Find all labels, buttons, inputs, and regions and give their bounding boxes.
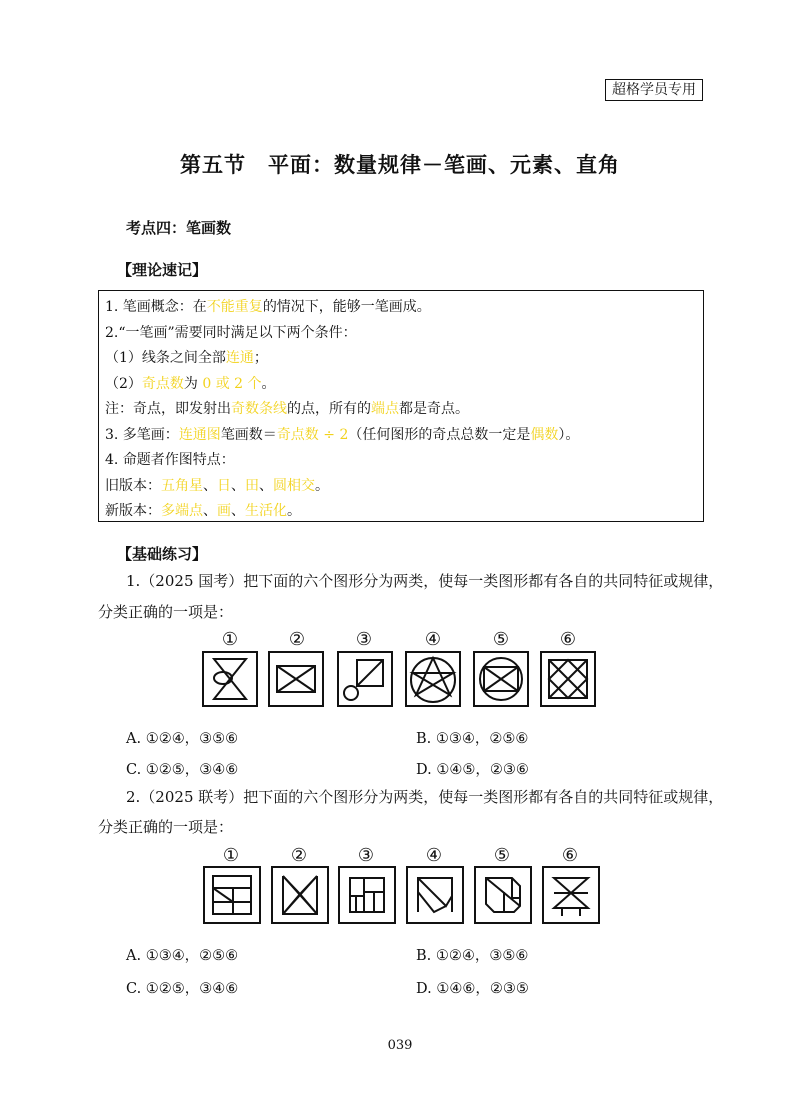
q1-figure-5 (473, 651, 529, 707)
theory-text: （1）线条之间全部 (105, 350, 226, 366)
theory-text: 旧版本： (105, 477, 161, 494)
theory-text: ）。 (558, 426, 580, 443)
theory-text: 4. 命题者作图特点： (105, 452, 235, 468)
highlight-text: 不能重复 (206, 299, 263, 315)
q2-figure-3 (338, 866, 396, 924)
theory-text: 都是奇点。 (399, 401, 469, 417)
q2-option-d[interactable]: D. ①④⑥，②③⑤ (416, 981, 529, 997)
q1-option-d[interactable]: D. ①④⑤，②③⑥ (416, 762, 529, 778)
q1-figure-6 (540, 651, 596, 707)
theory-line-9 (105, 499, 697, 525)
theory-text: 注：奇点，即发射出 (105, 401, 231, 417)
page-number: 039 (387, 1038, 413, 1053)
highlight-text: 奇数条线 (231, 401, 287, 417)
q2-option-c[interactable]: C. ①②⑤，③④⑥ (126, 981, 239, 997)
q1-label-3: ③ (355, 629, 373, 650)
q1-option-b[interactable]: B. ①③④，②⑤⑥ (416, 731, 529, 747)
q1-figure-1 (202, 651, 258, 707)
q2-figure-4 (406, 866, 464, 924)
highlight-text: 连通 (225, 350, 254, 366)
theory-heading: 【理论速记】 (117, 261, 208, 279)
theory-text: 、 (231, 477, 245, 494)
theory-line-5 (105, 397, 697, 423)
q1-label-2: ② (288, 629, 306, 650)
theory-text: （2） (105, 375, 142, 392)
q2-label-1: ① (222, 845, 240, 866)
theory-text: 的点，所有的 (287, 401, 371, 417)
section-title: 第五节 平面：数量规律－笔画、元素、直角 (180, 152, 620, 177)
theory-line-7 (105, 448, 697, 474)
highlight-text: 多端点 (161, 503, 203, 519)
highlight-text: 端点 (371, 401, 399, 417)
question-2-stem-cont: 分类正确的一项是： (98, 818, 234, 836)
theory-line-1 (105, 295, 697, 321)
theory-box (98, 290, 704, 522)
topic-heading: 考点四：笔画数 (126, 219, 232, 237)
theory-text: 、 (203, 477, 217, 494)
theory-text: 3. 多笔画： (105, 426, 179, 443)
highlight-text: 生活化 (245, 503, 287, 519)
theory-text: 2.“一笔画”需要同时满足以下两个条件： (105, 324, 357, 341)
q2-label-6: ⑥ (561, 845, 579, 866)
q1-option-c[interactable]: C. ①②⑤，③④⑥ (126, 762, 239, 778)
theory-text: 的情况下，能够一笔画成。 (262, 299, 431, 315)
highlight-text: 日 (217, 477, 231, 494)
highlight-text: 五角星 (161, 477, 203, 494)
q1-figure-2 (268, 651, 324, 707)
theory-text: 新版本： (105, 503, 161, 519)
theory-line-8 (105, 474, 697, 500)
theory-text: 。 (315, 477, 329, 494)
q1-label-1: ① (221, 629, 239, 650)
q2-label-2: ② (290, 845, 308, 866)
q1-figure-3 (337, 651, 393, 707)
q1-label-5: ⑤ (492, 629, 510, 650)
highlight-text: 田 (245, 477, 259, 494)
theory-text: 、 (203, 503, 217, 519)
theory-text: 笔画数＝ (220, 426, 277, 443)
theory-text: 。 (261, 375, 276, 392)
q2-figure-1 (203, 866, 261, 924)
theory-text: 。 (287, 503, 301, 519)
q2-label-4: ④ (425, 845, 443, 866)
theory-text: 1. 笔画概念：在 (105, 299, 207, 315)
q2-figure-2 (271, 866, 329, 924)
theory-text: 为 (183, 375, 203, 392)
highlight-text: 奇点数 ÷ 2 (276, 426, 349, 443)
theory-text: ； (253, 350, 268, 366)
theory-line-3 (105, 346, 697, 372)
exclusive-badge: 超格学员专用 (605, 79, 703, 101)
q1-label-4: ④ (424, 629, 442, 650)
q1-label-6: ⑥ (559, 629, 577, 650)
q2-option-b[interactable]: B. ①②④，③⑤⑥ (416, 948, 529, 964)
question-1-stem-cont: 分类正确的一项是： (98, 603, 234, 621)
theory-line-2 (105, 321, 697, 347)
q2-label-5: ⑤ (493, 845, 511, 866)
question-2-stem: 2.（2025 联考）把下面的六个图形分为两类，使每一类图形都有各自的共同特征或规律， (126, 788, 724, 806)
theory-line-4 (105, 372, 697, 398)
highlight-text: 连通图 (178, 426, 221, 443)
highlight-text: 奇点数 (141, 375, 184, 392)
highlight-text: 0 或 2 个 (202, 375, 262, 392)
theory-text: 、 (231, 503, 245, 519)
highlight-text: 画 (217, 503, 231, 519)
q1-figure-4 (405, 651, 461, 707)
theory-line-6 (105, 423, 697, 449)
q1-option-a[interactable]: A. ①②④，③⑤⑥ (126, 731, 239, 747)
q2-figure-6 (542, 866, 600, 924)
highlight-text: 圆相交 (273, 477, 315, 494)
q2-label-3: ③ (357, 845, 375, 866)
q2-option-a[interactable]: A. ①③④，②⑤⑥ (126, 948, 239, 964)
question-1-stem: 1.（2025 国考）把下面的六个图形分为两类，使每一类图形都有各自的共同特征或规律， (126, 572, 724, 590)
highlight-text: 偶数 (530, 426, 559, 443)
q2-figure-5 (474, 866, 532, 924)
theory-text: 、 (259, 477, 273, 494)
theory-text: （任何图形的奇点总数一定是 (348, 426, 531, 443)
practice-heading: 【基础练习】 (117, 545, 208, 563)
